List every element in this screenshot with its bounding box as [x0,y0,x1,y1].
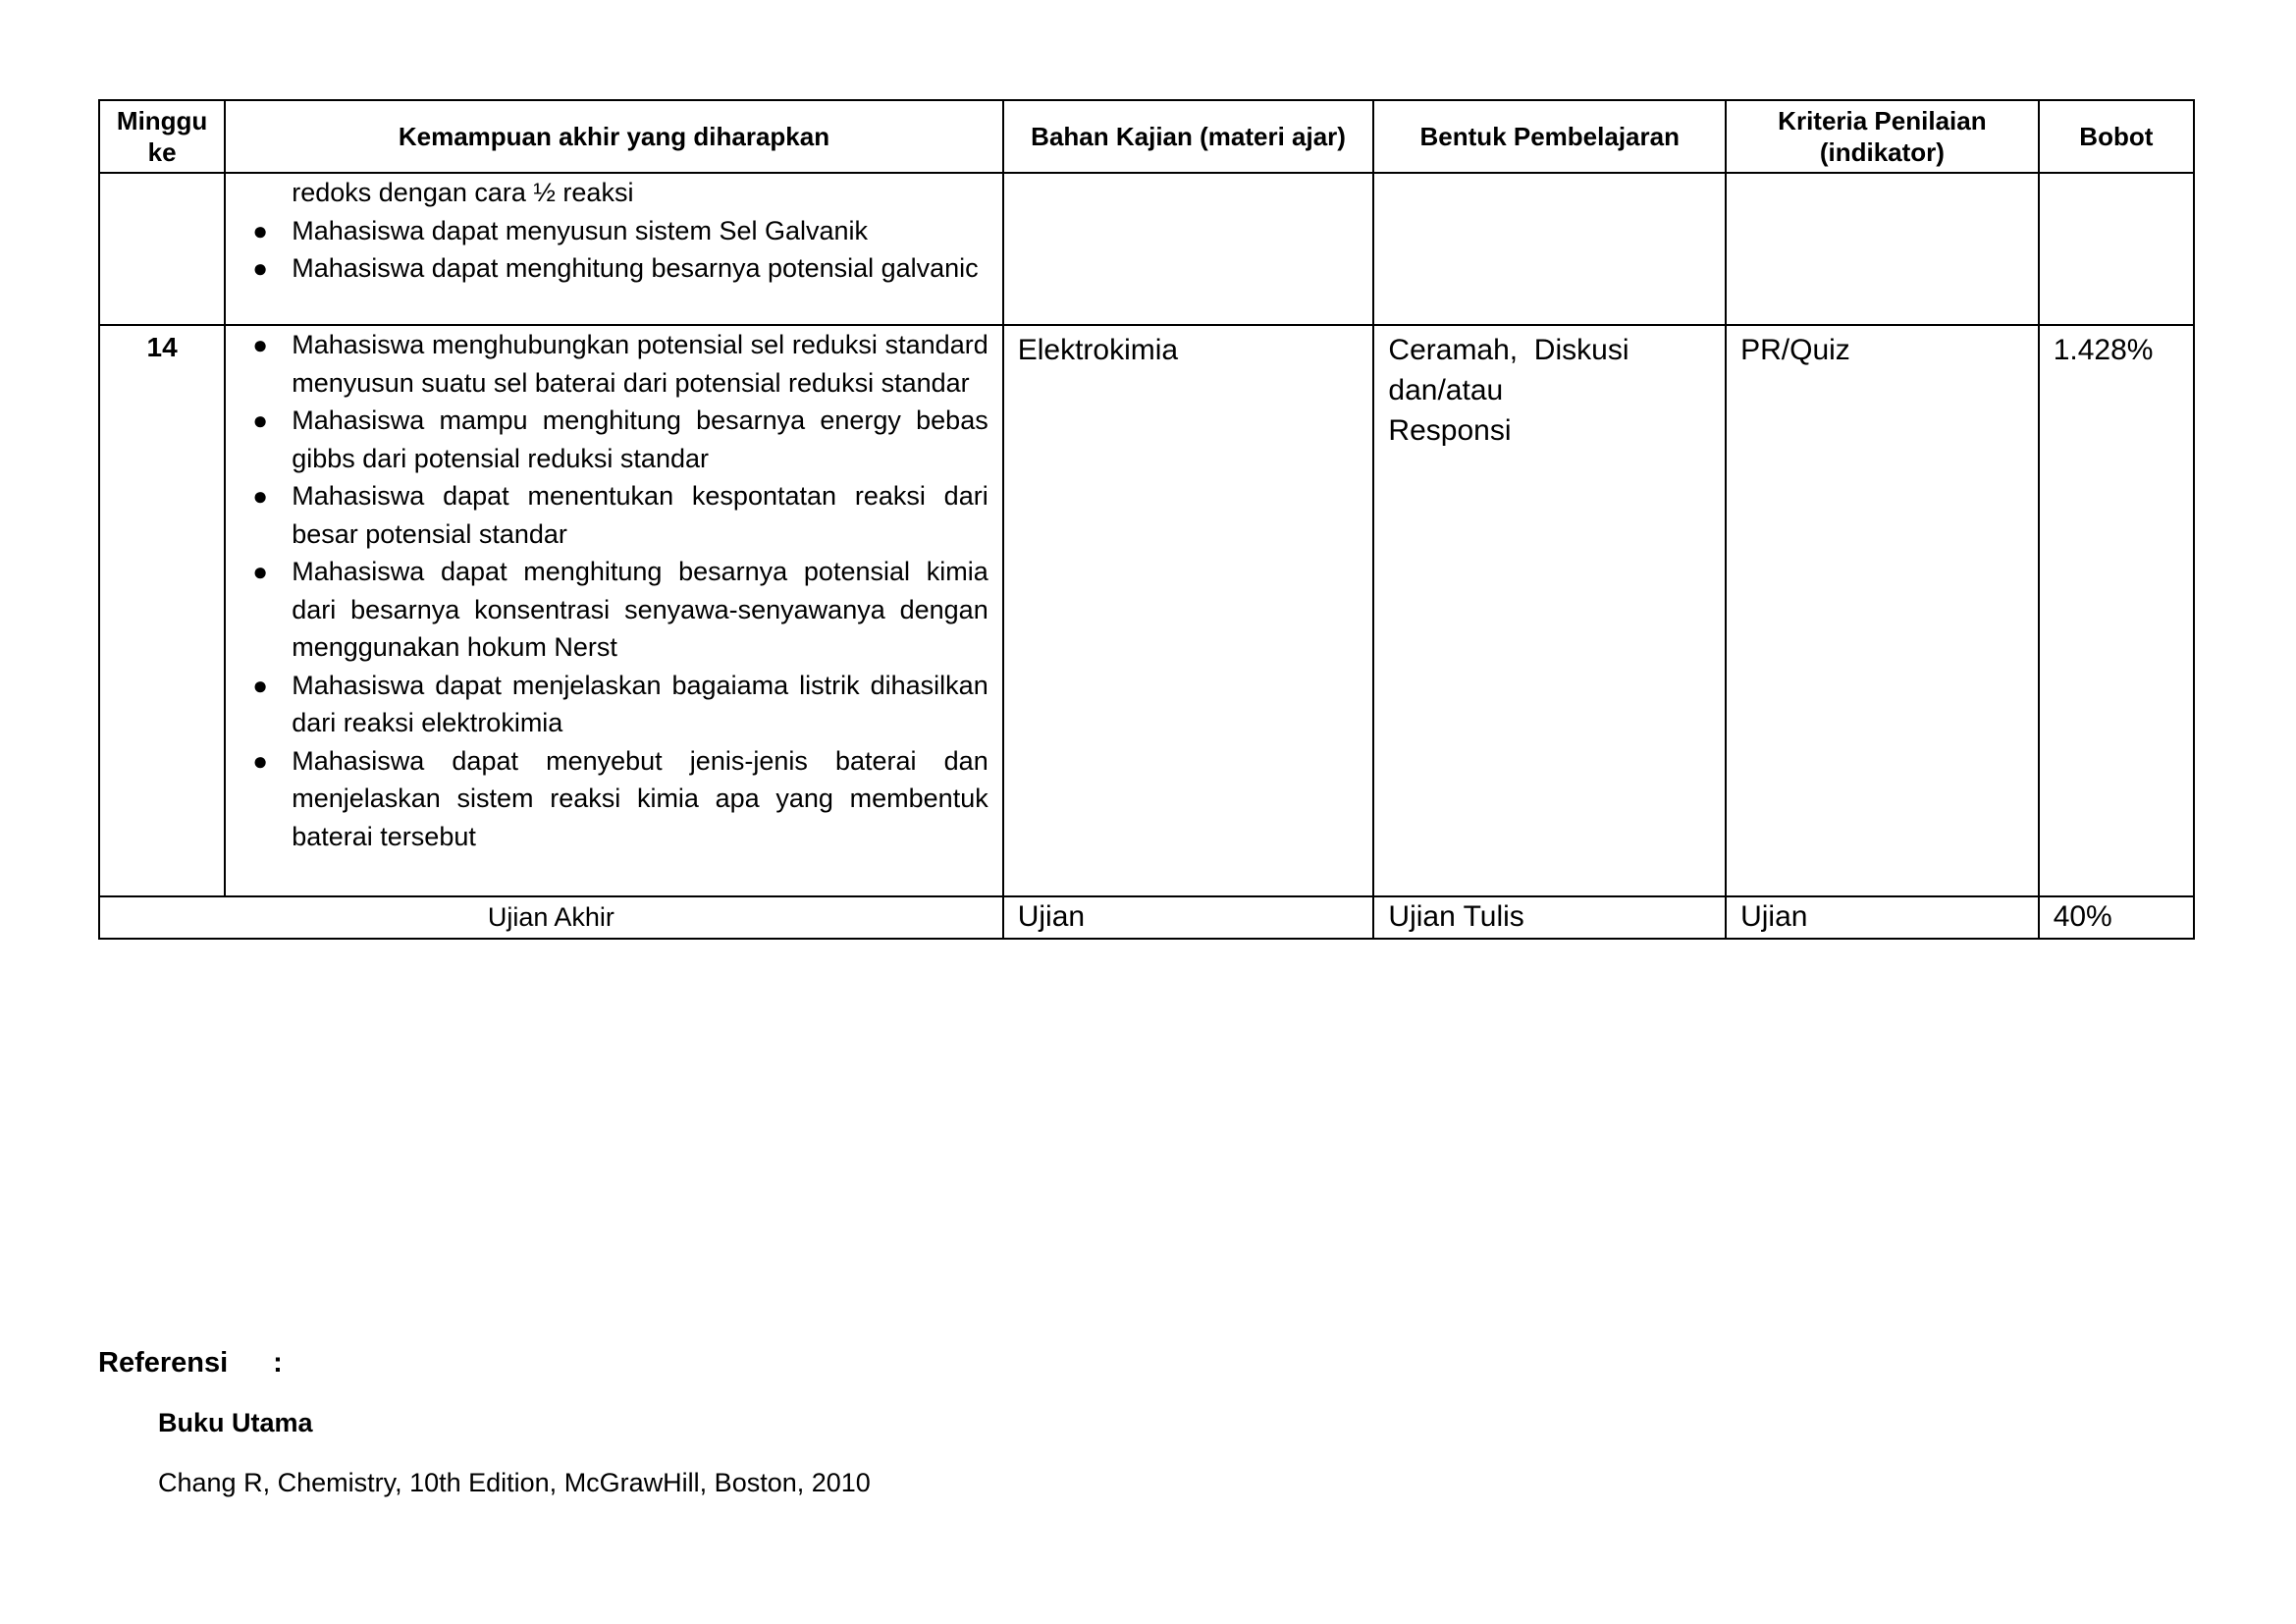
bullet-icon: ● [252,330,268,359]
header-minggu: Minggu ke [99,100,225,173]
kemampuan-list [226,212,988,288]
list-item [226,326,988,402]
bullet-icon: ● [252,670,268,700]
bullet-icon: ● [252,215,268,245]
list-item-text: Mahasiswa menghubungkan potensial sel reduksi standard menyusun suatu sel baterai dari potensial reduksi standar [292,330,988,398]
kemampuan-list [226,326,988,855]
rps-table [98,99,2195,940]
bullet-icon: ● [252,406,268,435]
cell-kriteria: PR/Quiz [1726,325,2039,896]
cell-ujian-kriteria: Ujian [1726,896,2039,939]
cell-ujian-bobot: 40% [2039,896,2194,939]
cell-bahan-empty [1003,173,1374,325]
header-bentuk: Bentuk Pembelajaran [1373,100,1726,173]
list-item [226,212,988,250]
list-item [226,667,988,742]
references-heading [98,1347,283,1380]
bullet-icon: ● [252,745,268,776]
cell-bentuk-empty [1373,173,1726,325]
list-item-text: Mahasiswa dapat menghitung besarnya potensial galvanic [292,253,979,283]
header-kemampuan: Kemampuan akhir yang diharapkan [225,100,1002,173]
cell-kemampuan-continued [225,173,1002,325]
header-bobot: Bobot [2039,100,2194,173]
cell-kemampuan [225,325,1002,896]
bentuk-line: Ceramah, Diskusi [1388,334,1629,366]
cell-ujian-bentuk: Ujian Tulis [1373,896,1726,939]
continuation-text: redoks dengan cara ½ reaksi [292,178,634,207]
cell-bobot: 1.428% [2039,325,2194,896]
references-colon: : [273,1347,283,1379]
table-row-week-14 [99,325,2194,896]
list-item [226,477,988,553]
header-kriteria: Kriteria Penilaian (indikator) [1726,100,2039,173]
table-row-ujian-akhir [99,896,2194,939]
bullet-icon: ● [252,557,268,586]
header-bahan: Bahan Kajian (materi ajar) [1003,100,1374,173]
list-item-text: Mahasiswa dapat menentukan kespontatan reaksi dari besar potensial standar [292,481,988,549]
cell-week-number: 14 [99,325,225,896]
references-heading-text: Referensi [98,1347,229,1379]
list-item-text: Mahasiswa mampu menghitung besarnya energy bebas gibbs dari potensial reduksi standar [292,406,988,473]
bullet-icon: ● [252,253,268,283]
reference-entry: Chang R, Chemistry, 10th Edition, McGrawHill, Boston, 2010 [158,1468,871,1497]
list-item-text: Mahasiswa dapat menyusun sistem Sel Galvanik [292,215,869,245]
table-row-continued [99,173,2194,325]
list-item [226,553,988,667]
references-subheading: Buku Utama [158,1408,313,1437]
bentuk-line: dan/atau [1388,374,1504,406]
list-item [226,402,988,477]
cell-kriteria-empty [1726,173,2039,325]
cell-bentuk [1373,325,1726,896]
cell-bobot-empty [2039,173,2194,325]
list-item [226,249,988,288]
cell-ujian-label: Ujian Akhir [99,896,1003,939]
list-item-text: Mahasiswa dapat menghitung besarnya potensial kimia dari besarnya konsentrasi senyawa-senyawanya dengan menggunakan hokum Nerst [292,557,988,662]
cell-ujian-bahan: Ujian [1003,896,1374,939]
list-item-text: Mahasiswa dapat menyebut jenis-jenis baterai dan menjelaskan sistem reaksi kimia apa yang membentuk baterai tersebut [292,745,988,851]
table-header-row [99,100,2194,173]
bentuk-line: Responsi [1388,414,1512,447]
cell-minggu-empty [99,173,225,325]
cell-bahan: Elektrokimia [1003,325,1374,896]
list-item [226,742,988,856]
list-item-text: Mahasiswa dapat menjelaskan bagaiama listrik dihasilkan dari reaksi elektrokimia [292,670,988,737]
bullet-icon: ● [252,481,268,511]
